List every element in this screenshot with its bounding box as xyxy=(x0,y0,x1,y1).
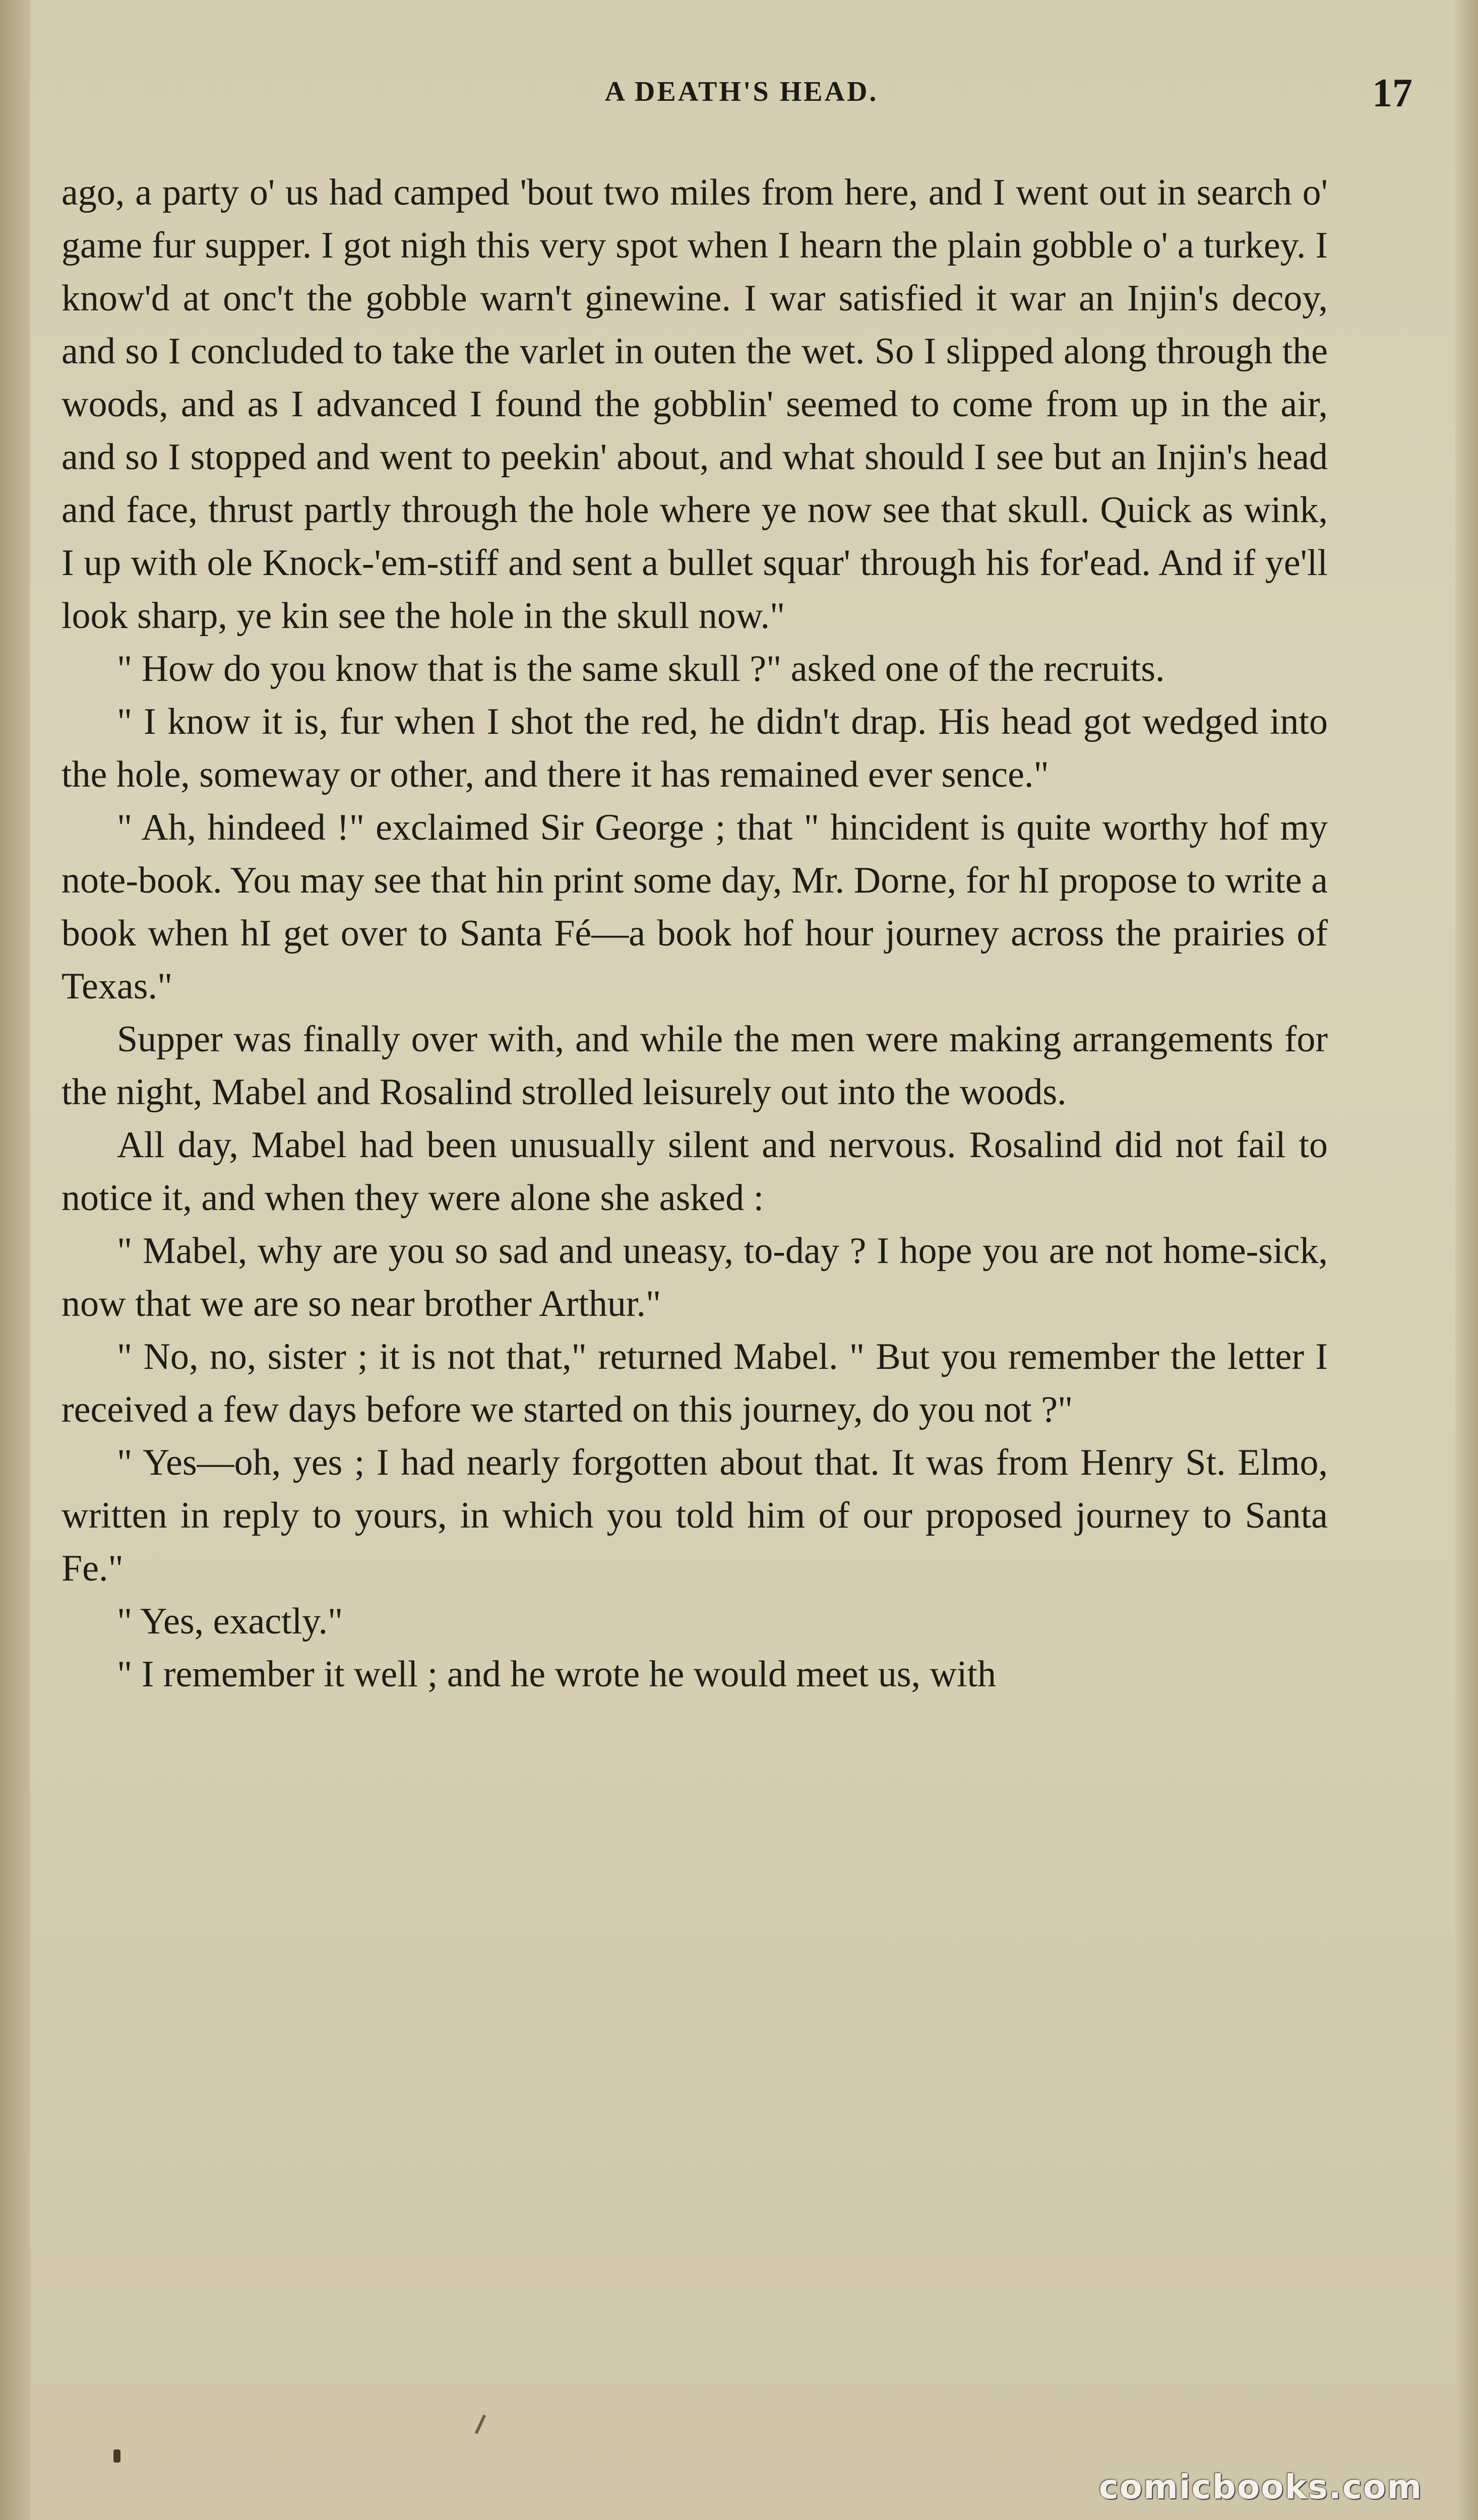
page-header xyxy=(60,71,1423,131)
paragraph-9: " Yes—oh, yes ; I had nearly forgotten about that. It was from Henry St. Elmo, written in reply to yours, in which you told him of our proposed journey to Santa Fe." xyxy=(61,1442,1328,1589)
paragraph-8: " No, no, sister ; it is not that," returned Mabel. " But you remember the letter I received a few days before we started on this journey, do you not ?" xyxy=(61,1336,1328,1430)
paragraph-11: " I remember it well ; and he wrote he would meet us, with xyxy=(117,1654,997,1695)
paragraph-5: Supper was finally over with, and while the men were making arrangements for the night, Mabel and Rosalind strolled leisurely out into the woods. xyxy=(61,1019,1328,1113)
paper-scratch xyxy=(475,2415,486,2434)
body-text xyxy=(61,166,1328,1701)
paragraph-3: " I know it is, fur when I shot the red, he didn't drap. His head got wedged into the hole, someway or other, and there it has remained ever sence." xyxy=(61,701,1328,795)
running-title: A DEATH'S HEAD. xyxy=(604,76,879,107)
paragraph-2: " How do you know that is the same skull ?" asked one of the recruits. xyxy=(117,648,1165,689)
paragraph-6: All day, Mabel had been unusually silent and nervous. Rosalind did not fail to notice it, and when they were alone she asked : xyxy=(61,1124,1328,1219)
paragraph-10: " Yes, exactly." xyxy=(117,1601,343,1642)
page-number: 17 xyxy=(1372,71,1412,115)
paragraph-1: ago, a party o' us had camped 'bout two miles from here, and I went out in search o' game fur supper. I got nigh this very spot when I hearn the plain gobble o' a turkey. I know'd at onc't the gobble warn't ginewine. I war satisfied it war an Injin's decoy, and so I concluded to take the varlet in outen the wet. So I slipped along through the woods, and as I advanced I found the gobblin' seemed to come from up in the air, and so I stopped and went to peekin' about, and what should I see but an Injin's head and face, thrust partly through the hole where ye now see that skull. Quick as wink, I up with ole Knock-'em-stiff and sent a bullet squar' through his for'ead. And if ye'll look sharp, ye kin see the hole in the skull now." xyxy=(61,172,1328,637)
paragraph-7: " Mabel, why are you so sad and uneasy, to-day ? I hope you are not home-sick, now that we are so near brother Arthur." xyxy=(61,1230,1328,1325)
site-watermark: comicbooks.com xyxy=(1098,2468,1423,2506)
ink-smudge xyxy=(113,2449,120,2463)
paragraph-4: " Ah, hindeed !" exclaimed Sir George ; that " hincident is quite worthy hof my note-book. You may see that hin print some day, Mr. Dorne, for hI propose to write a book when hI get over to Santa Fé—a book hof hour journey across the prairies of Texas." xyxy=(61,807,1328,1007)
